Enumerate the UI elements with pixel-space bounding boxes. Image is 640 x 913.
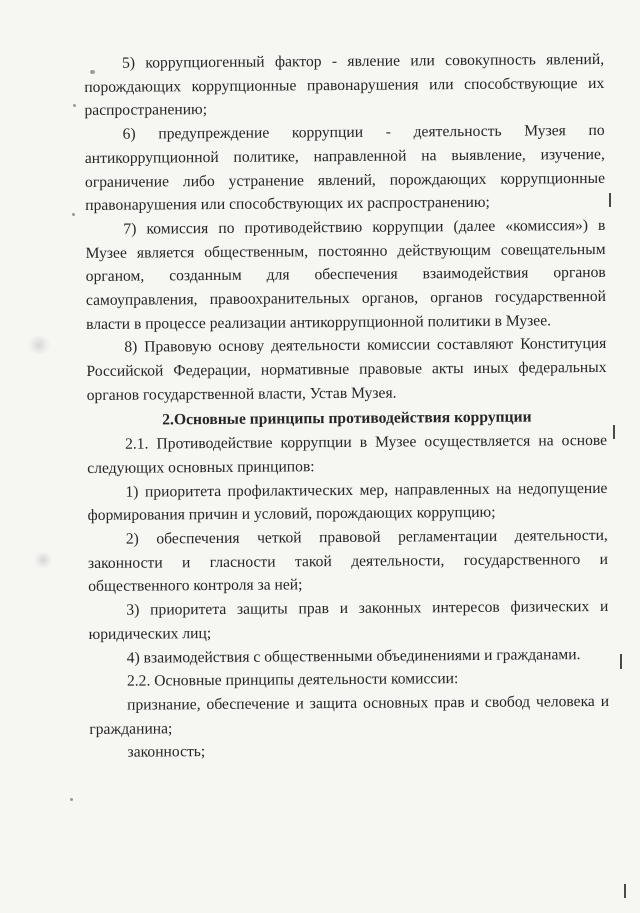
scan-smudge <box>28 336 50 354</box>
paragraph-item-6: 6) предупреждение коррупции - деятельность Музея по антикоррупционной политике, направленной на выявление, изучение, ограничение либо устранение явлений, порождающих коррупционные правонарушения или способствующих их распространению; <box>84 122 606 215</box>
principle-item-2: 2) обеспечения четкой правовой регламентации деятельности, законности и гласности такой деятельности, государственного и общественного контроля за ней; <box>87 526 609 596</box>
principle-item-1: 1) приоритета профилактических мер, направленных на недопущение формирования причин и условий, порождающих коррупцию; <box>87 479 608 525</box>
document-body <box>84 48 610 765</box>
scan-smudge <box>34 552 52 568</box>
paragraph-item-7: 7) комиссия по противодействию коррупции (далее «комиссия») в Музее является общественным, постоянно действующим совещательным органом, созданным для обеспечения взаимодействия органов самоуправления, правоохранительных органов, органов государственной власти в процессе реализации антикоррупционной политики в Музее. <box>85 216 607 333</box>
margin-mark <box>624 884 626 898</box>
paragraph-2-2: 2.2. Основные принципы деятельности комиссии: <box>126 670 459 690</box>
commission-principle-2: законность; <box>127 743 206 762</box>
scan-speck <box>72 213 75 216</box>
principle-item-3: 3) приоритета защиты прав и законных интересов физических и юридических лиц; <box>88 598 609 643</box>
section-title: 2.Основные принципы противодействия коррупции <box>162 408 532 428</box>
scan-speck <box>73 104 76 107</box>
commission-principle-1: признание, обеспечение и защита основных прав и свобод человека и гражданина; <box>89 692 610 738</box>
paragraph-2-1: 2.1. Противодействие коррупции в Музее осуществляется на основе следующих основных принципов: <box>87 432 608 477</box>
margin-mark <box>609 193 611 207</box>
margin-mark <box>620 654 622 669</box>
scan-speck <box>70 798 73 801</box>
margin-mark <box>613 425 615 439</box>
principle-item-4: 4) взаимодействия с общественными объединениями и гражданами. <box>126 645 581 667</box>
paragraph-item-8: 8) Правовую основу деятельности комиссии составляют Конституция Российской Федерации, нормативные правовые акты иных федеральных органов государственной власти, Устав Музея. <box>86 335 607 404</box>
paragraph-item-5: 5) коррупциогенный фактор - явление или совокупность явлений, порождающих коррупционные правонарушения или способствующие их распространению; <box>84 50 605 120</box>
